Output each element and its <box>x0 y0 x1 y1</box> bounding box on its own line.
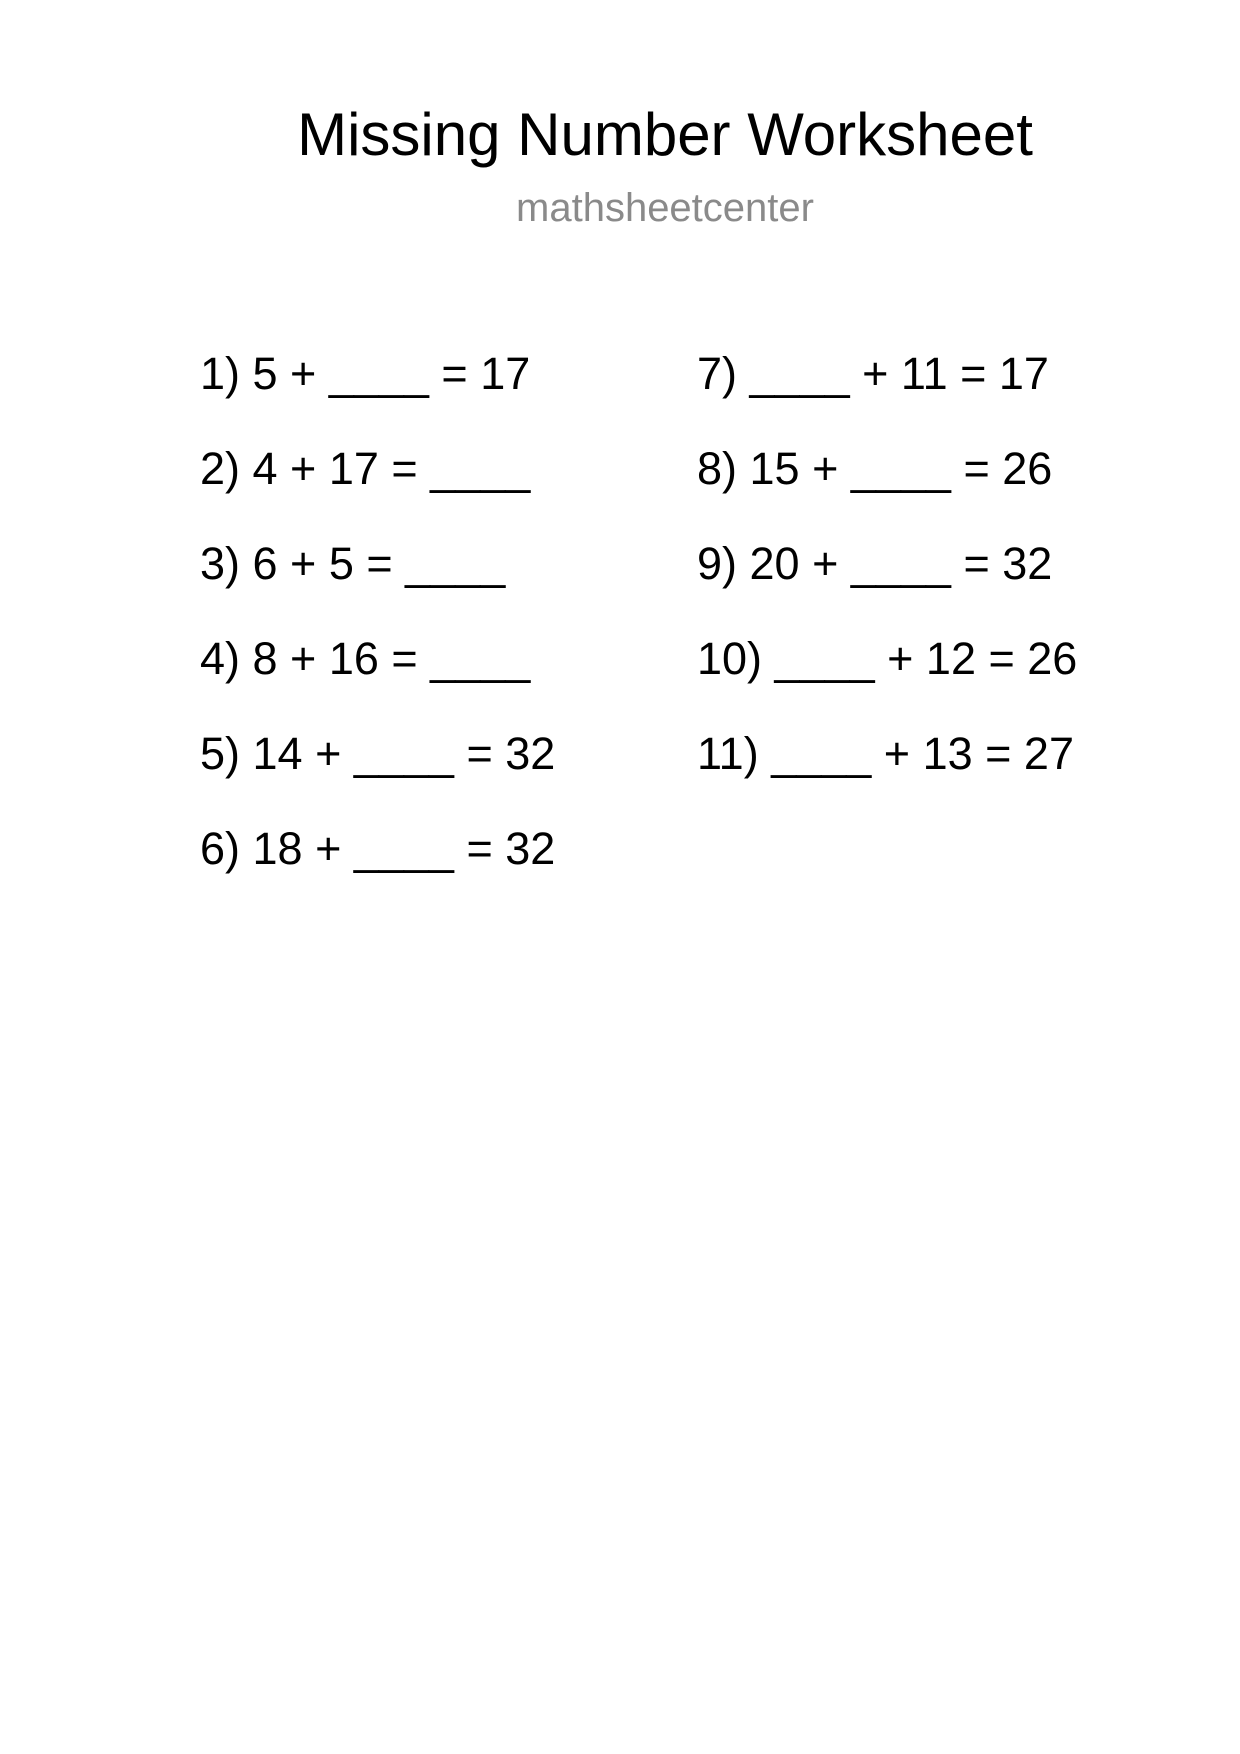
problem-9: 9) 20 + ____ = 32 <box>697 538 1053 589</box>
problem-6: 6) 18 + ____ = 32 <box>200 823 556 874</box>
problem-8: 8) 15 + ____ = 26 <box>697 443 1053 494</box>
worksheet-subtitle: mathsheetcenter <box>516 186 814 230</box>
problem-4: 4) 8 + 16 = ____ <box>200 633 531 684</box>
problems-left-column <box>200 348 555 918</box>
problem-1: 1) 5 + ____ = 17 <box>200 348 531 399</box>
problems-right-column <box>697 348 1077 823</box>
problem-2: 2) 4 + 17 = ____ <box>200 443 531 494</box>
problem-10: 10) ____ + 12 = 26 <box>697 633 1078 684</box>
worksheet-title: Missing Number Worksheet <box>297 101 1033 168</box>
problem-3: 3) 6 + 5 = ____ <box>200 538 506 589</box>
problem-7: 7) ____ + 11 = 17 <box>697 348 1049 399</box>
problem-5: 5) 14 + ____ = 32 <box>200 728 556 779</box>
problem-11: 11) ____ + 13 = 27 <box>697 728 1074 779</box>
